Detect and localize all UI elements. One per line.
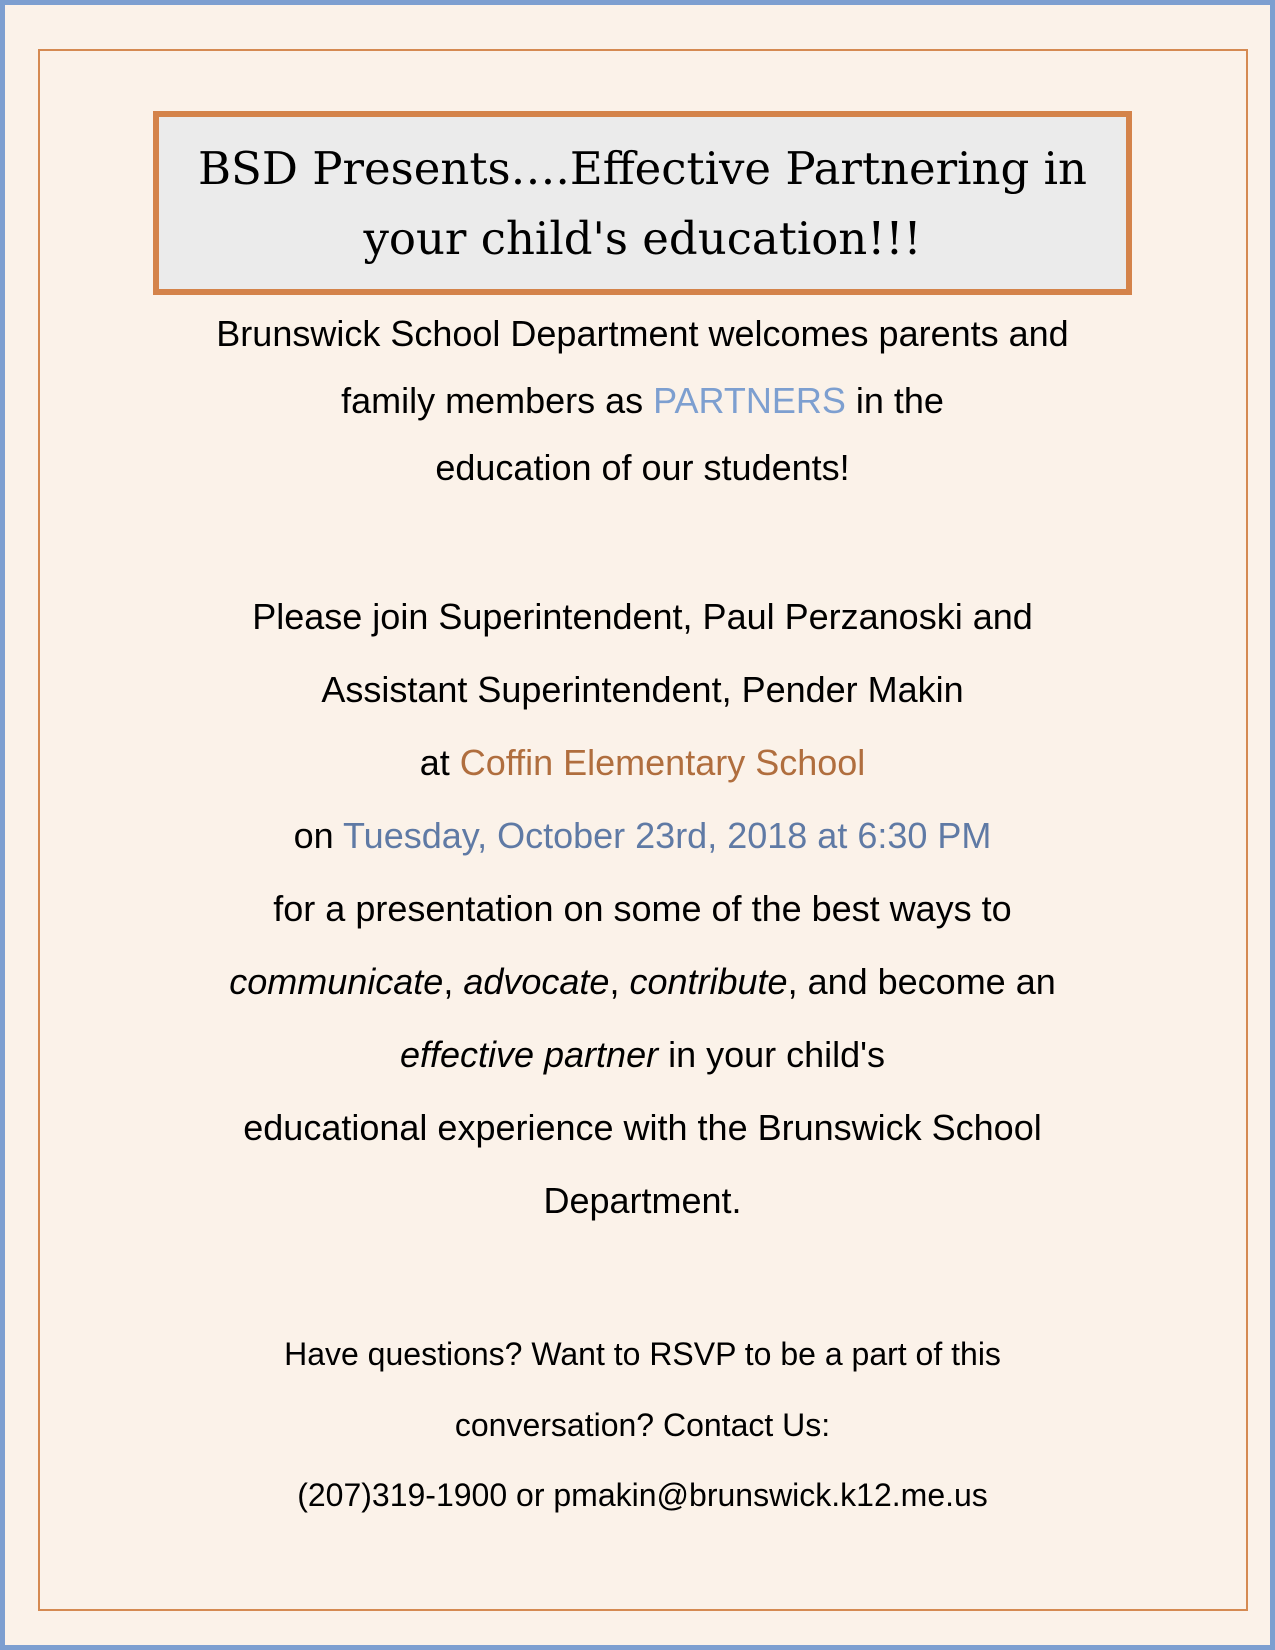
partners-highlight: PARTNERS [653,380,846,421]
invite-line-4-pre: on [293,815,344,856]
invite-line-3 [5,742,1275,784]
contact-or: or [507,1477,554,1513]
invite-line-9: Department. [543,1180,742,1221]
title-line-1: BSD Presents….Effective Partnering in [197,142,1088,195]
effective-partner-phrase: effective partner [399,1034,659,1075]
invite-line-3-pre: at [419,742,460,783]
intro-line-2-pre: family members as [341,380,654,421]
intro-line-1: Brunswick School Department welcomes parents and [216,313,1069,354]
invite-line-4 [5,815,1275,857]
sep-2: , [609,961,630,1002]
event-location: Coffin Elementary School [459,742,866,783]
invite-line-6-post: , and become an [787,961,1056,1002]
verb-advocate: advocate [463,961,610,1002]
intro-line-2-post: in the [845,380,944,421]
verb-communicate: communicate [229,961,444,1002]
contact-email[interactable]: pmakin@brunswick.k12.me.us [553,1477,988,1513]
title-box [153,111,1132,295]
contact-phone[interactable]: (207)319-1900 [297,1477,508,1513]
title-line-2: your child's education!!! [363,212,922,265]
invite-line-8: educational experience with the Brunswick School [243,1107,1042,1148]
contact-line-2: conversation? Contact Us: [454,1407,831,1443]
verb-contribute: contribute [629,961,788,1002]
intro-line-2 [5,380,1275,422]
event-datetime: Tuesday, October 23rd, 2018 at 6:30 PM [343,815,992,856]
invite-line-2: Assistant Superintendent, Pender Makin [321,669,964,710]
invite-line-7 [5,1034,1275,1076]
invite-line-1: Please join Superintendent, Paul Perzanoski and [252,596,1033,637]
invite-line-6 [5,961,1275,1003]
contact-line-1: Have questions? Want to RSVP to be a part of this [284,1336,1001,1372]
intro-line-3: education of our students! [435,447,850,488]
sep-1: , [443,961,464,1002]
invite-line-7-post: in your child's [658,1034,886,1075]
invite-line-5: for a presentation on some of the best ways to [273,888,1012,929]
contact-line-3 [5,1477,1275,1514]
